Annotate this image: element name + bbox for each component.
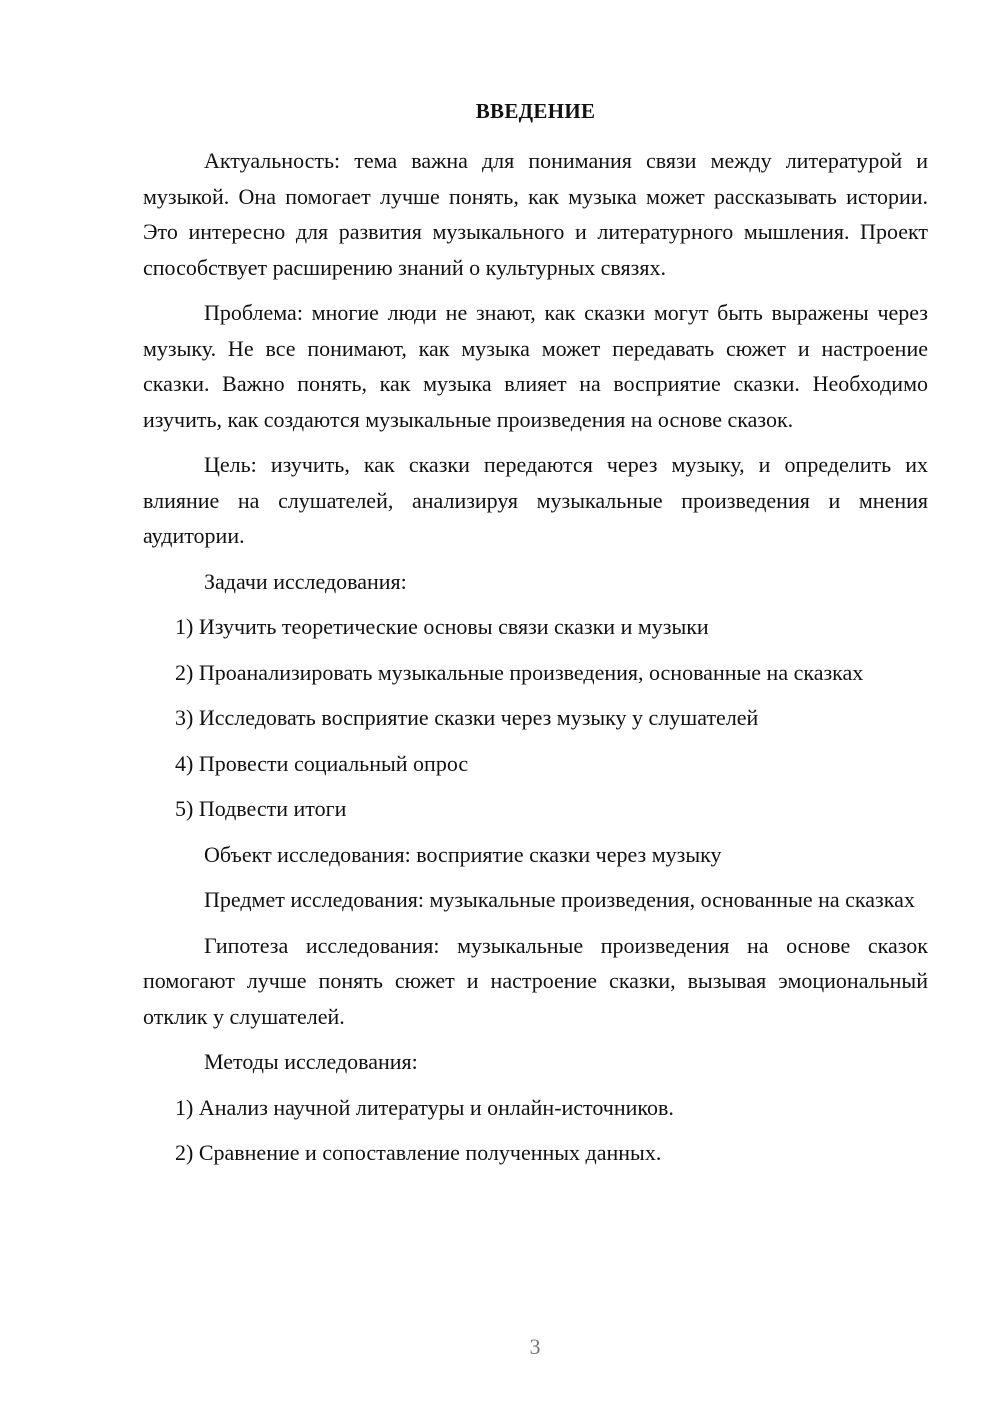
paragraph-object: Объект исследования: восприятие сказки через музыку — [204, 841, 722, 867]
list-item-task-1: 1) Изучить теоретические основы связи сказки и музыки — [175, 614, 709, 639]
section-title: ВВЕДЕНИЕ — [475, 99, 596, 123]
paragraph-hypothesis: Гипотеза исследования: музыкальные произведения на основе сказок помогают лучше понять сюжет и настроение сказки, вызывая эмоциональный отклик у слушателей. — [143, 932, 928, 1029]
paragraph-tasks-heading: Задачи исследования: — [204, 568, 407, 594]
list-item-task-4: 4) Провести социальный опрос — [175, 750, 469, 776]
list-item-method-2: 2) Сравнение и сопоставление полученных данных. — [175, 1140, 662, 1165]
paragraph-subject: Предмет исследования: музыкальные произведения, основанные на сказках — [204, 887, 915, 912]
list-item-task-5: 5) Подвести итоги — [175, 796, 347, 821]
body-text — [143, 143, 928, 1171]
paragraph-methods-heading: Методы исследования: — [204, 1049, 418, 1074]
paragraph-problem: Проблема: многие люди не знают, как сказки могут быть выражены через музыку. Не все понимают, как музыка может передавать сюжет и настроение сказки. Важно понять, как музыка влияет на восприятие сказки. Необходимо изучить, как создаются музыкальные произведения на основе сказок. — [143, 300, 928, 432]
list-item-task-2: 2) Проанализировать музыкальные произведения, основанные на сказках — [175, 659, 864, 685]
paragraph-goal: Цель: изучить, как сказки передаются через музыку, и определить их влияние на слушателей, анализируя музыкальные произведения и мнения аудитории. — [143, 452, 928, 548]
list-item-method-1: 1) Анализ научной литературы и онлайн-источников. — [175, 1094, 674, 1120]
paragraph-relevance: Актуальность: тема важна для понимания связи между литературой и музыкой. Она помогает лучше понять, как музыка может рассказывать истории. Это интересно для развития музыкального и литературного мышления. Проект способствует расширению знаний о культурных связях. — [143, 148, 928, 280]
list-item-task-3: 3) Исследовать восприятие сказки через музыку у слушателей — [175, 705, 759, 730]
page-number: 3 — [529, 1334, 541, 1359]
